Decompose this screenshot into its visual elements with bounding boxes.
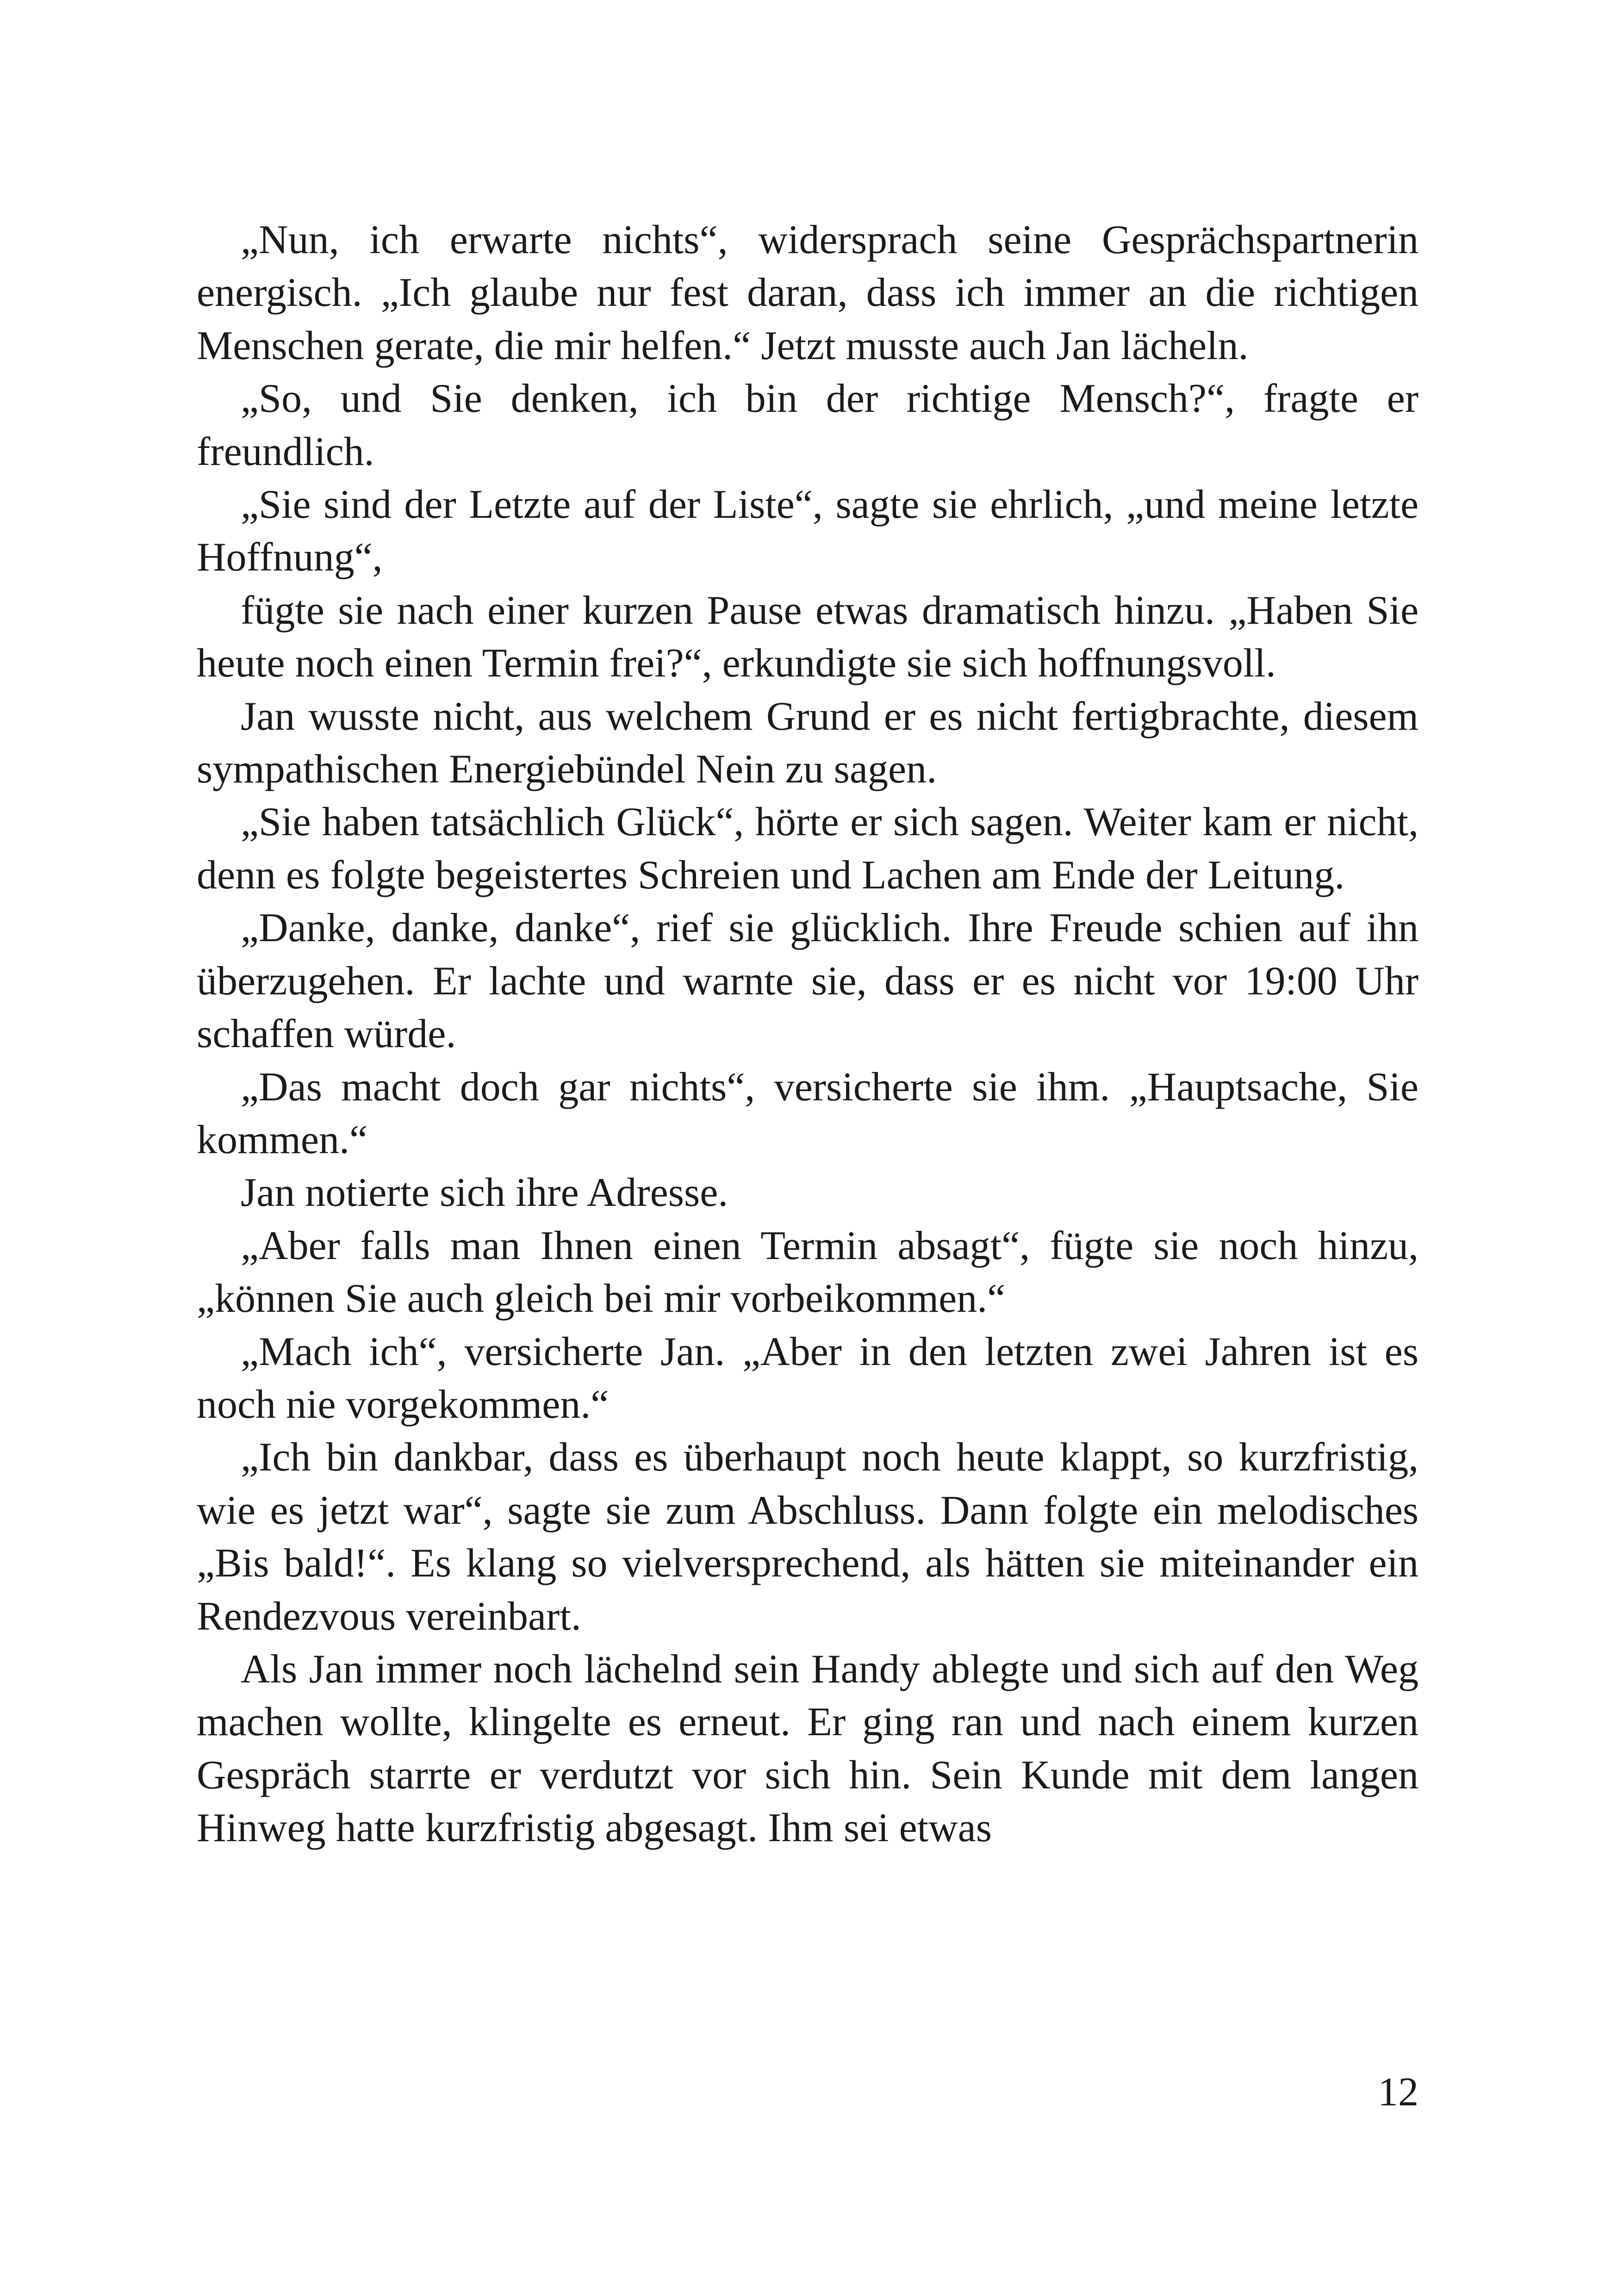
paragraph: Jan wusste nicht, aus welchem Grund er es nicht fertigbrachte, diesem sympathischen Energiebündel Nein zu sagen. [197, 694, 1419, 792]
paragraph: „Mach ich“, versicherte Jan. „Aber in den letzten zwei Jahren ist es noch nie vorgekommen.“ [197, 1329, 1419, 1427]
paragraph: „Sie sind der Letzte auf der Liste“, sagte sie ehrlich, „und meine letzte Hoffnung“, [197, 482, 1419, 580]
paragraph: „Das macht doch gar nichts“, versicherte sie ihm. „Hauptsache, Sie kommen.“ [197, 1064, 1419, 1162]
paragraph: „Nun, ich erwarte nichts“, widersprach seine Gesprächspartnerin energisch. „Ich glaube nur fest daran, dass ich immer an die richtigen Menschen gerate, die mir helfen.“ Jetzt musste auch Jan lächeln. [197, 217, 1419, 368]
paragraph: „Danke, danke, danke“, rief sie glücklich. Ihre Freude schien auf ihn überzugehen. Er lachte und warnte sie, dass er es nicht vor 19:00 Uhr schaffen würde. [197, 906, 1419, 1057]
paragraph: „Aber falls man Ihnen einen Termin absagt“, fügte sie noch hinzu, „können Sie auch gleich bei mir vorbeikommen.“ [197, 1223, 1419, 1322]
paragraph: „Sie haben tatsächlich Glück“, hörte er sich sagen. Weiter kam er nicht, denn es folgte begeistertes Schreien und Lachen am Ende der Leitung. [197, 800, 1419, 898]
paragraph: „Ich bin dankbar, dass es überhaupt noch heute klappt, so kurzfristig, wie es jetzt war“, sagte sie zum Abschluss. Dann folgte ein melodisches „Bis bald!“. Es klang so vielversprechend, als hätten sie miteinander ein Rendezvous vereinbart. [197, 1435, 1419, 1639]
paragraph: „So, und Sie denken, ich bin der richtige Mensch?“, fragte er freundlich. [197, 376, 1419, 474]
page-number: 12 [1378, 2070, 1419, 2115]
paragraph: fügte sie nach einer kurzen Pause etwas dramatisch hinzu. „Haben Sie heute noch einen Termin frei?“, erkundigte sie sich hoffnungsvoll. [197, 588, 1419, 686]
paragraph: Als Jan immer noch lächelnd sein Handy ablegte und sich auf den Weg machen wollte, klingelte es erneut. Er ging ran und nach einem kurzen Gespräch starrte er verdutzt vor sich hin. Sein Kunde mit dem langen Hinweg hatte kurzfristig abgesagt. Ihm sei etwas [197, 1646, 1419, 1851]
body-text [197, 214, 1419, 1855]
paragraph: Jan notierte sich ihre Adresse. [241, 1170, 728, 1216]
